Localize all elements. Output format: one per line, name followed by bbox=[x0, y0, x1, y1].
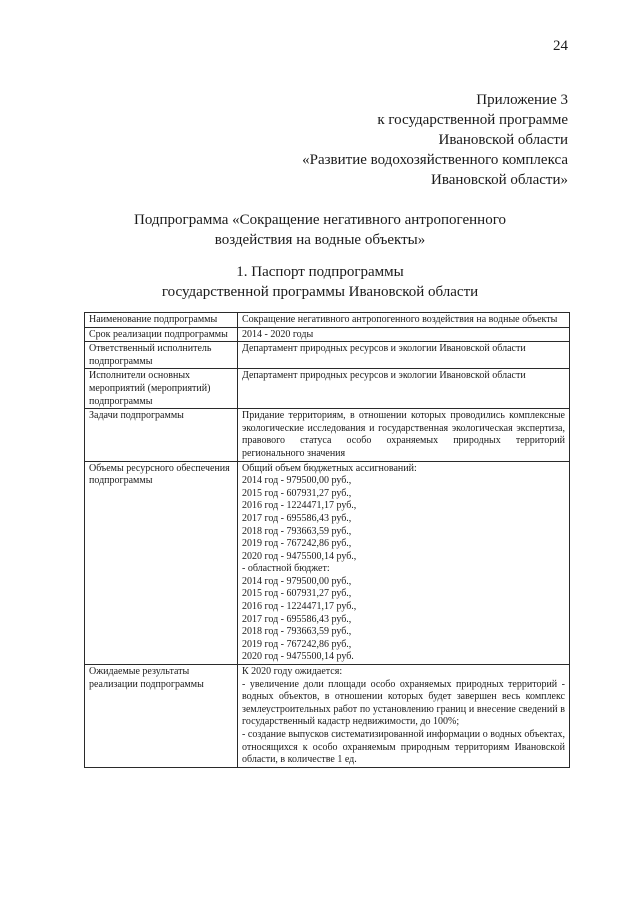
funding-line: 2014 год - 979500,00 руб., bbox=[242, 575, 352, 587]
page-number: 24 bbox=[553, 38, 568, 54]
appendix-line: к государственной программе bbox=[377, 112, 568, 128]
funding-line: 2020 год - 9475500,14 руб. bbox=[242, 651, 354, 663]
appendix-header bbox=[148, 90, 568, 190]
funding-line: 2018 год - 793663,59 руб., bbox=[242, 626, 352, 638]
row-value: Департамент природных ресурсов и экологии Ивановской области bbox=[238, 369, 570, 409]
table-row bbox=[85, 327, 570, 342]
funding-value bbox=[238, 461, 570, 665]
appendix-line: Ивановской области bbox=[438, 132, 568, 148]
funding-line: - областной бюджет: bbox=[242, 563, 330, 575]
passport-title-line: 1. Паспорт подпрограммы bbox=[236, 264, 404, 280]
funding-line: 2017 год - 695586,43 руб., bbox=[242, 613, 352, 625]
subprogram-title bbox=[0, 210, 640, 250]
appendix-line: Приложение 3 bbox=[476, 92, 568, 108]
table-row bbox=[85, 369, 570, 409]
table-row bbox=[85, 665, 570, 768]
funding-line: 2017 год - 695586,43 руб., bbox=[242, 512, 352, 524]
row-value: Департамент природных ресурсов и экологии Ивановской области bbox=[238, 342, 570, 369]
table-row bbox=[85, 313, 570, 328]
row-label: Исполнители основных мероприятий (мероприятий) подпрограммы bbox=[85, 369, 238, 409]
passport-table bbox=[84, 312, 570, 768]
funding-line: 2016 год - 1224471,17 руб., bbox=[242, 601, 357, 613]
row-value: Придание территориям, в отношении которых проводились комплексные экологические исследования и государственная экологическая экспертиза, правового статуса особо охраняемых природных территорий регионального значения bbox=[238, 409, 570, 461]
appendix-line: «Развитие водохозяйственного комплекса bbox=[302, 152, 568, 168]
results-line: - создание выпусков систематизированной информации о водных объектах, относящихся к особо охраняемым природным территориям Ивановской области, в количестве 1 ед. bbox=[242, 729, 565, 766]
appendix-line: Ивановской области» bbox=[431, 172, 568, 188]
row-label: Ответственный исполнитель подпрограммы bbox=[85, 342, 238, 369]
funding-line: 2015 год - 607931,27 руб., bbox=[242, 588, 352, 600]
table-row bbox=[85, 461, 570, 665]
funding-line: 2016 год - 1224471,17 руб., bbox=[242, 500, 357, 512]
funding-line: Общий объем бюджетных ассигнований: bbox=[242, 462, 417, 474]
passport-title-line: государственной программы Ивановской области bbox=[161, 284, 479, 300]
subprogram-title-line: воздействия на водные объекты» bbox=[214, 232, 426, 248]
funding-line: 2020 год - 9475500,14 руб., bbox=[242, 550, 357, 562]
funding-line: 2019 год - 767242,86 руб., bbox=[242, 638, 352, 650]
row-value: Сокращение негативного антропогенного воздействия на водные объекты bbox=[238, 313, 570, 328]
funding-line: 2015 год - 607931,27 руб., bbox=[242, 487, 352, 499]
subprogram-title-line: Подпрограмма «Сокращение негативного антропогенного bbox=[133, 212, 506, 228]
funding-line: 2018 год - 793663,59 руб., bbox=[242, 525, 352, 537]
row-label: Ожидаемые результаты реализации подпрограммы bbox=[85, 665, 238, 768]
row-label: Наименование подпрограммы bbox=[85, 313, 238, 328]
row-label: Объемы ресурсного обеспечения подпрограммы bbox=[85, 461, 238, 665]
table-row bbox=[85, 409, 570, 461]
row-label: Задачи подпрограммы bbox=[85, 409, 238, 461]
row-label: Срок реализации подпрограммы bbox=[85, 327, 238, 342]
row-value: 2014 - 2020 годы bbox=[238, 327, 570, 342]
results-value bbox=[238, 665, 570, 768]
funding-line: 2019 год - 767242,86 руб., bbox=[242, 538, 352, 550]
passport-title bbox=[0, 262, 640, 302]
funding-line: 2014 год - 979500,00 руб., bbox=[242, 475, 352, 487]
results-line: К 2020 году ожидается: bbox=[242, 666, 343, 678]
results-line: - увеличение доли площади особо охраняемых природных территорий - водных объектов, в отношении которых будет завершен весь комплекс землеустроительных работ по установлению границ и внесение сведений в государственный кадастр недвижимости, до 100%; bbox=[242, 678, 565, 728]
table-row bbox=[85, 342, 570, 369]
